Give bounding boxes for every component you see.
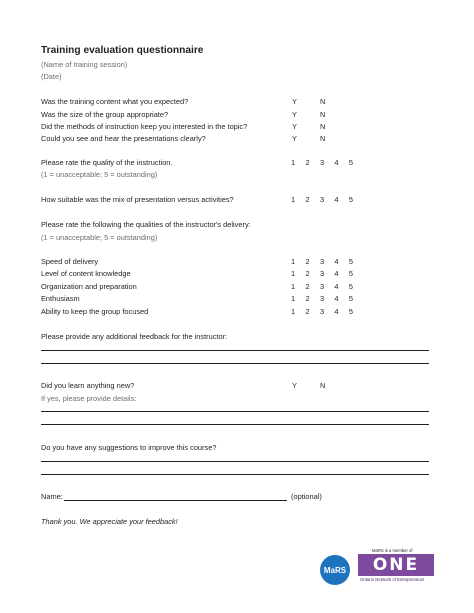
feedback-question: Please provide any additional feedback for the instructor: bbox=[41, 332, 228, 341]
rating-5[interactable]: 5 bbox=[348, 282, 353, 291]
rating-1[interactable]: 1 bbox=[291, 294, 296, 303]
rating-3[interactable]: 3 bbox=[319, 158, 325, 167]
no-option[interactable]: N bbox=[320, 122, 326, 131]
rating-3[interactable]: 3 bbox=[319, 294, 325, 303]
rating-scale-mix[interactable] bbox=[291, 195, 353, 204]
yes-option[interactable]: Y bbox=[292, 122, 297, 131]
quality-item: Level of content knowledge bbox=[41, 269, 131, 278]
yes-option[interactable]: Y bbox=[292, 110, 297, 119]
member-text: MaRS is a member of bbox=[372, 548, 413, 553]
rating-scale-quality[interactable] bbox=[291, 158, 353, 167]
rating-4[interactable]: 4 bbox=[334, 269, 339, 278]
rating-4[interactable]: 4 bbox=[334, 195, 339, 204]
no-option[interactable]: N bbox=[320, 110, 326, 119]
learn-answer-line[interactable] bbox=[41, 411, 429, 412]
yn-question: Could you see and hear the presentations clearly? bbox=[41, 134, 206, 143]
yes-option[interactable]: Y bbox=[292, 381, 297, 390]
rating-4[interactable]: 4 bbox=[334, 307, 339, 316]
one-logo bbox=[358, 548, 434, 584]
rating-3[interactable]: 3 bbox=[319, 307, 325, 316]
thank-you-note: Thank you. We appreciate your feedback! bbox=[41, 517, 178, 526]
page-title: Training evaluation questionnaire bbox=[41, 45, 204, 56]
rating-2[interactable]: 2 bbox=[305, 294, 310, 303]
rating-1[interactable]: 1 bbox=[291, 282, 296, 291]
yn-question: Did the methods of instruction keep you interested in the topic? bbox=[41, 122, 248, 131]
one-subtitle: Ontario Network of Entrepreneurs bbox=[360, 577, 425, 582]
mix-question: How suitable was the mix of presentation versus activities? bbox=[41, 195, 234, 204]
rating-5[interactable]: 5 bbox=[348, 294, 353, 303]
yes-option[interactable]: Y bbox=[292, 134, 297, 143]
rating-3[interactable]: 3 bbox=[319, 195, 325, 204]
rating-scale[interactable] bbox=[291, 282, 353, 291]
rating-2[interactable]: 2 bbox=[305, 269, 310, 278]
name-optional: (optional) bbox=[291, 492, 322, 501]
rating-4[interactable]: 4 bbox=[334, 282, 339, 291]
rating-1[interactable]: 1 bbox=[291, 195, 296, 204]
rating-5[interactable]: 5 bbox=[348, 257, 353, 266]
scale-legend: (1 = unacceptable; 5 = outstanding) bbox=[41, 233, 158, 242]
rating-4[interactable]: 4 bbox=[334, 158, 339, 167]
rating-scale[interactable] bbox=[291, 269, 353, 278]
learn-details-prompt: If yes, please provide details: bbox=[41, 394, 137, 403]
quality-item: Enthusiasm bbox=[41, 294, 80, 303]
date-placeholder: (Date) bbox=[41, 72, 62, 81]
rating-scale[interactable] bbox=[291, 257, 353, 266]
learn-question: Did you learn anything new? bbox=[41, 381, 135, 390]
suggest-question: Do you have any suggestions to improve this course? bbox=[41, 443, 217, 452]
learn-answer-line[interactable] bbox=[41, 424, 429, 425]
rating-2[interactable]: 2 bbox=[305, 158, 310, 167]
mars-logo-text: MaRS bbox=[323, 565, 347, 575]
no-option[interactable]: N bbox=[320, 381, 326, 390]
session-name-placeholder: (Name of training session) bbox=[41, 60, 128, 69]
rating-5[interactable]: 5 bbox=[348, 307, 353, 316]
no-option[interactable]: N bbox=[320, 97, 326, 106]
rating-4[interactable]: 4 bbox=[334, 257, 339, 266]
feedback-answer-line[interactable] bbox=[41, 350, 429, 351]
name-label: Name: bbox=[41, 492, 63, 501]
rating-2[interactable]: 2 bbox=[305, 307, 310, 316]
one-logo-mark bbox=[358, 554, 434, 576]
quality-item: Organization and preparation bbox=[41, 282, 137, 291]
rating-5[interactable]: 5 bbox=[348, 195, 353, 204]
rating-2[interactable]: 2 bbox=[305, 282, 310, 291]
quality-item: Ability to keep the group focused bbox=[41, 307, 149, 316]
rating-4[interactable]: 4 bbox=[334, 294, 339, 303]
rating-2[interactable]: 2 bbox=[305, 257, 310, 266]
quality-question: Please rate the quality of the instruction. bbox=[41, 158, 173, 167]
instructor-question: Please rate the following the qualities of the instructor's delivery: bbox=[41, 220, 251, 229]
rating-2[interactable]: 2 bbox=[305, 195, 310, 204]
mars-logo bbox=[320, 555, 350, 585]
suggest-answer-line[interactable] bbox=[41, 461, 429, 462]
yes-option[interactable]: Y bbox=[292, 97, 297, 106]
yn-question: Was the size of the group appropriate? bbox=[41, 110, 169, 119]
rating-5[interactable]: 5 bbox=[348, 158, 353, 167]
rating-1[interactable]: 1 bbox=[291, 158, 296, 167]
rating-scale[interactable] bbox=[291, 307, 353, 316]
rating-1[interactable]: 1 bbox=[291, 269, 296, 278]
name-input-line[interactable] bbox=[64, 500, 287, 501]
no-option[interactable]: N bbox=[320, 134, 326, 143]
rating-scale[interactable] bbox=[291, 294, 353, 303]
suggest-answer-line[interactable] bbox=[41, 474, 429, 475]
yn-question: Was the training content what you expected? bbox=[41, 97, 189, 106]
rating-3[interactable]: 3 bbox=[319, 282, 325, 291]
rating-1[interactable]: 1 bbox=[291, 307, 296, 316]
one-logo-text: ONE bbox=[372, 555, 420, 575]
rating-3[interactable]: 3 bbox=[319, 257, 325, 266]
scale-legend: (1 = unacceptable; 5 = outstanding) bbox=[41, 170, 158, 179]
rating-3[interactable]: 3 bbox=[319, 269, 325, 278]
quality-item: Speed of delivery bbox=[41, 257, 99, 266]
rating-5[interactable]: 5 bbox=[348, 269, 353, 278]
rating-1[interactable]: 1 bbox=[291, 257, 296, 266]
feedback-answer-line[interactable] bbox=[41, 363, 429, 364]
